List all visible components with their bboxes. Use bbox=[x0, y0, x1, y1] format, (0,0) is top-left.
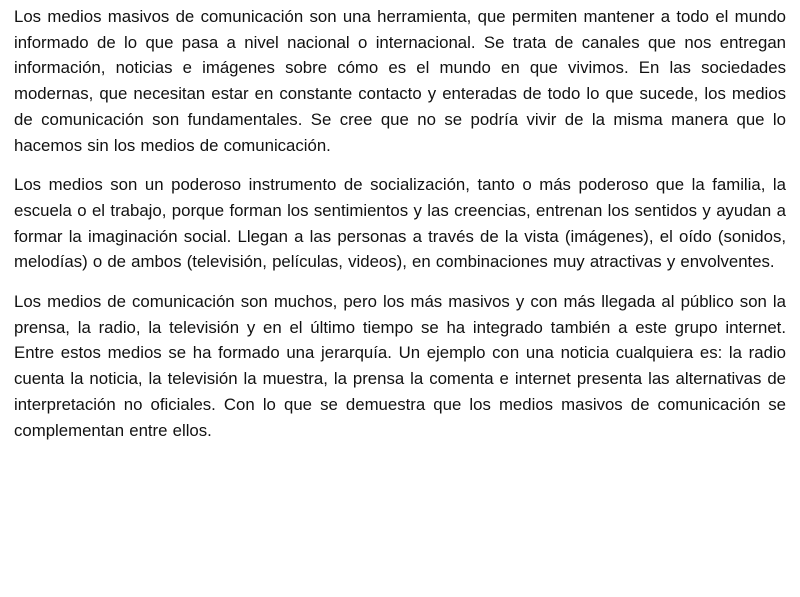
paragraph-1: Los medios masivos de comunicación son una herramienta, que permiten mantener a todo el mundo informado de lo que pasa a nivel nacional o internacional. Se trata de canales que nos entregan información, noticias e imágenes sobre cómo es el mundo en que vivimos. En las sociedades modernas, que necesitan estar en constante contacto y enteradas de todo lo que sucede, los medios de comunicación son fundamentales. Se cree que no se podría vivir de la misma manera que lo hacemos sin los medios de comunicación. bbox=[14, 7, 786, 155]
paragraph-2: Los medios son un poderoso instrumento de socialización, tanto o más poderoso que la familia, la escuela o el trabajo, porque forman los sentimientos y las creencias, entrenan los sentidos y ayudan a formar la imaginación social. Llegan a las personas a través de la vista (imágenes), el oído (sonidos, melodías) o de ambos (televisión, películas, videos), en combinaciones muy atractivas y envolventes. bbox=[14, 175, 786, 272]
paragraph-3: Los medios de comunicación son muchos, pero los más masivos y con más llegada al público son la prensa, la radio, la televisión y en el último tiempo se ha integrado también a este grupo internet. Entre estos medios se ha formado una jerarquía. Un ejemplo con una noticia cualquiera es: la radio cuenta la noticia, la televisión la muestra, la prensa la comenta e internet presenta las alternativas de interpretación no oficiales. Con lo que se demuestra que los medios masivos de comunicación se complementan entre ellos. bbox=[14, 292, 786, 440]
